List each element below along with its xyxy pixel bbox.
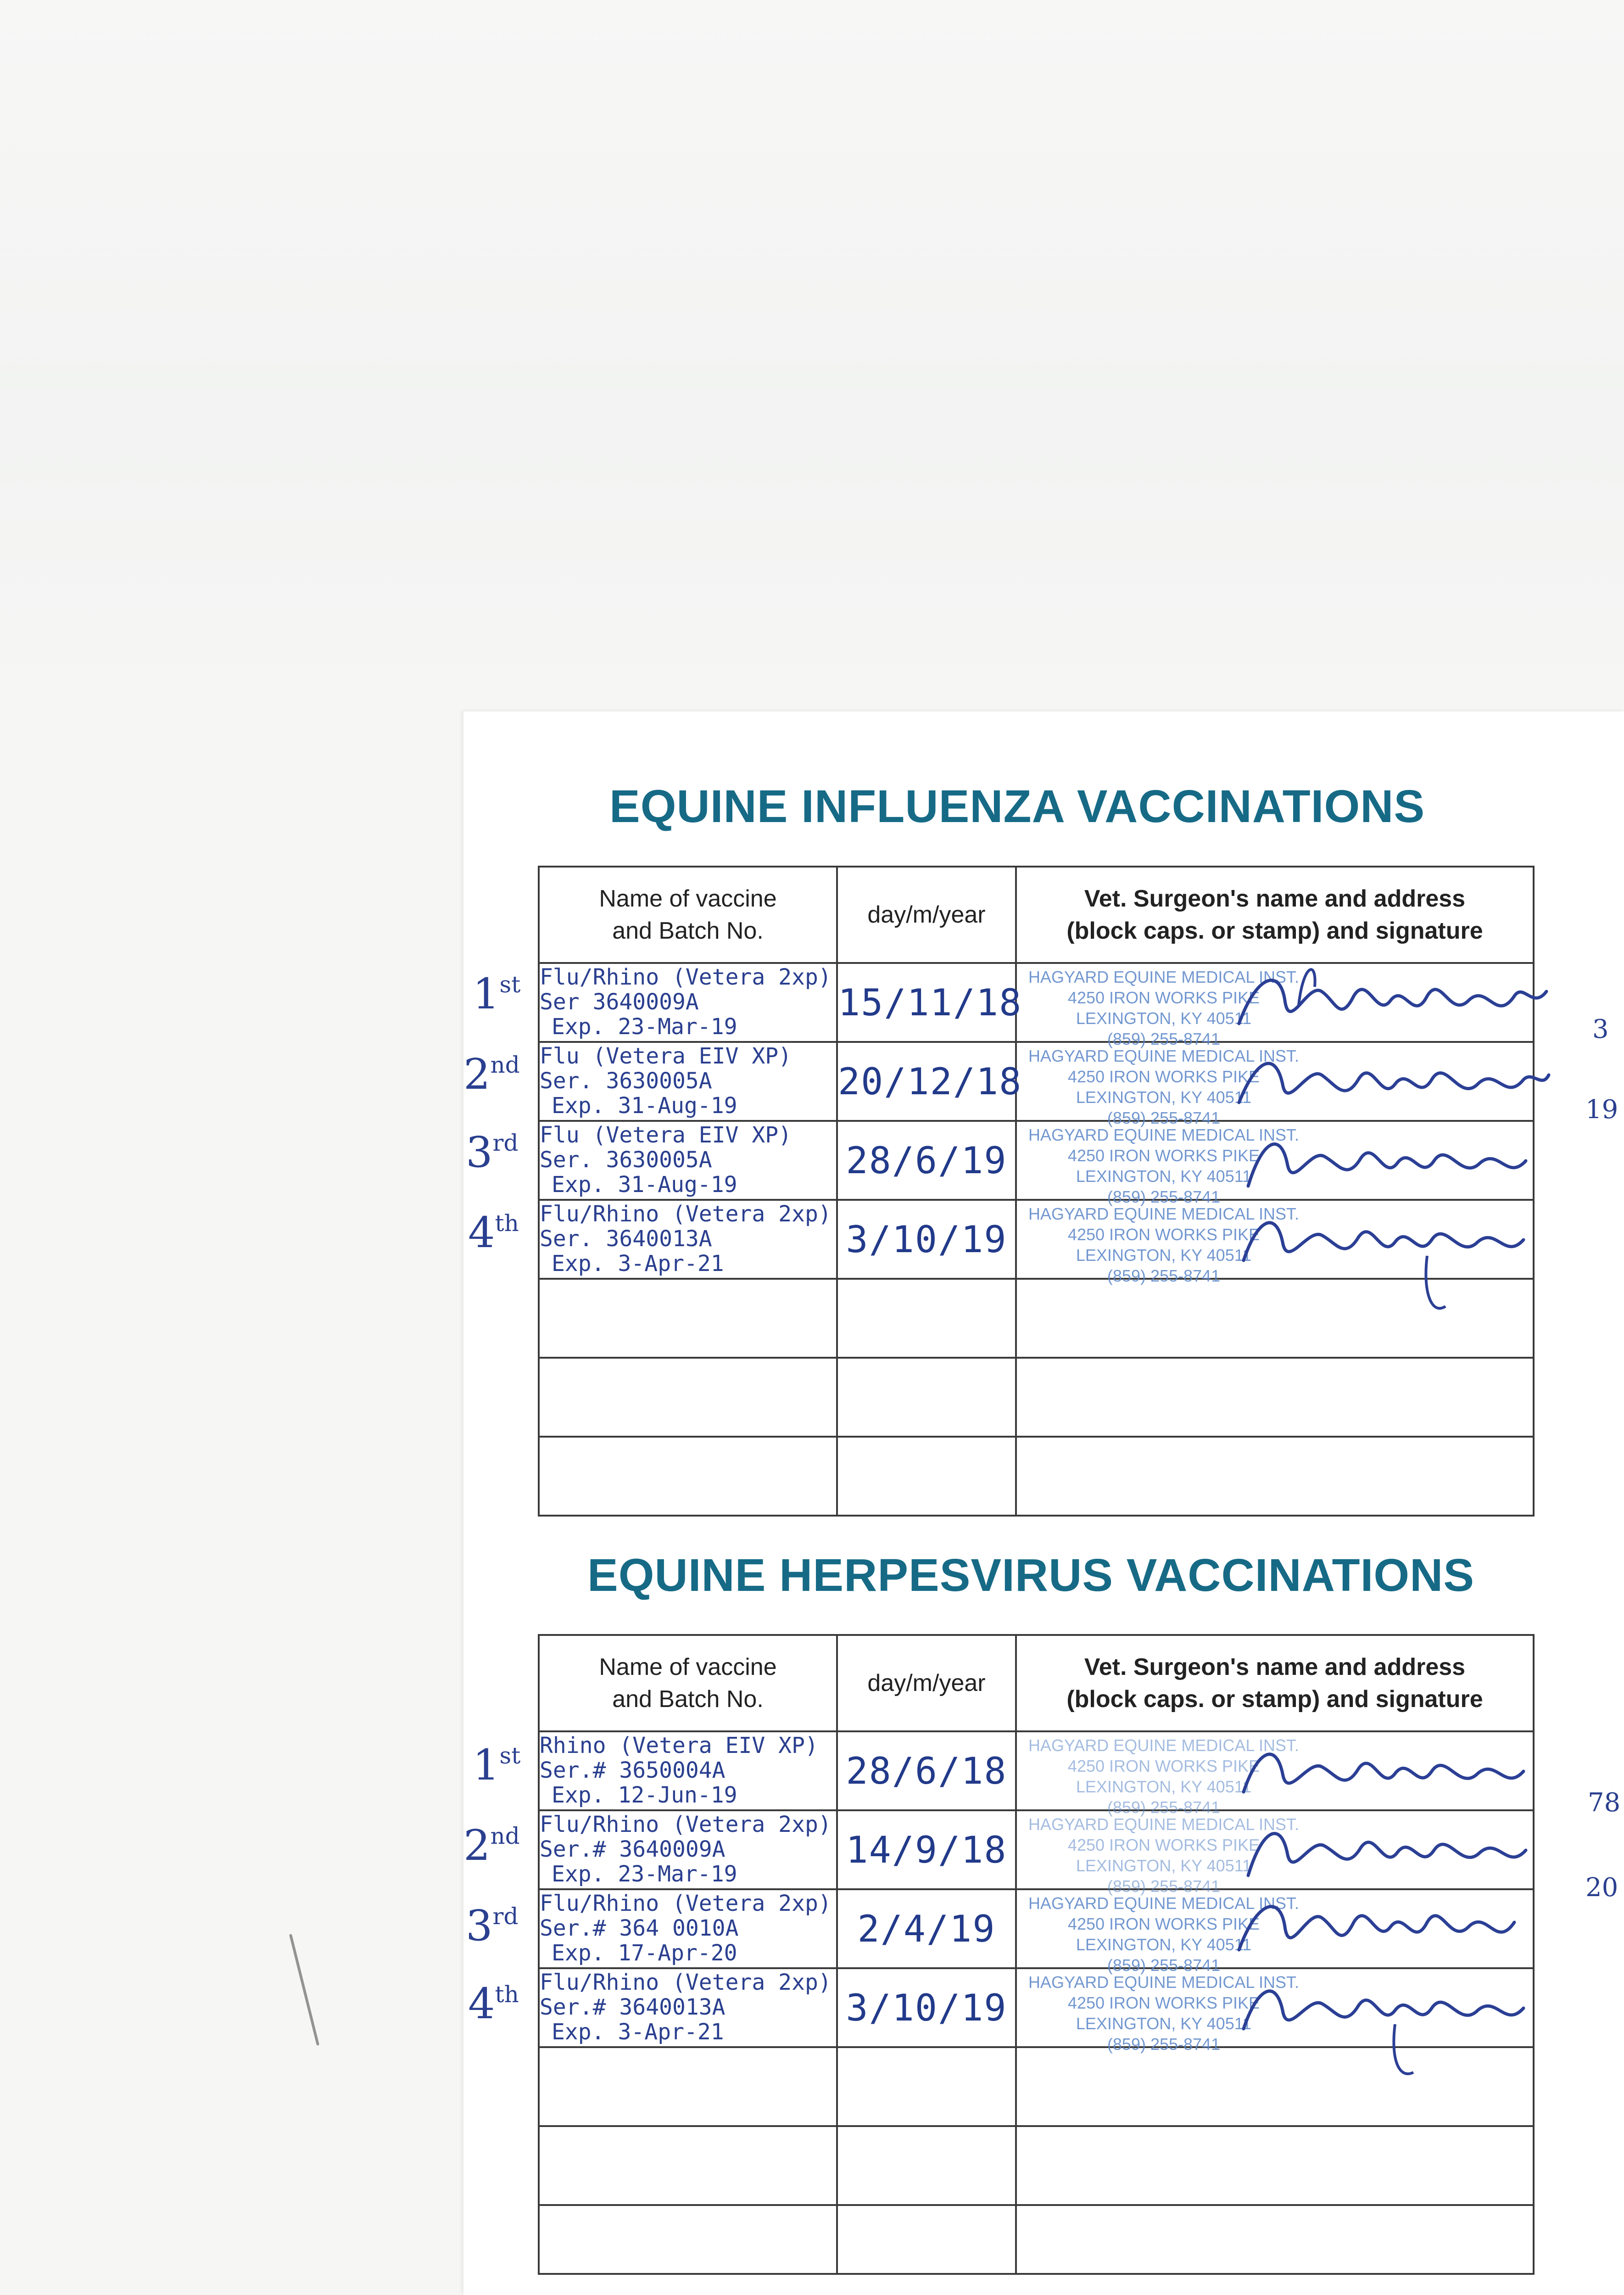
- ordinal-number: 2: [463, 1050, 491, 1099]
- batch-serial: Ser.# 364 0010A: [540, 1915, 739, 1942]
- ordinal-number: 1: [473, 1741, 500, 1790]
- stamp-line: (859) 255-8741: [1107, 1798, 1221, 1817]
- vaccination-date-cell: 28/6/18: [837, 1731, 1016, 1810]
- ordinal-suffix: nd: [490, 1052, 520, 1078]
- vaccine-cell: [539, 1042, 837, 1121]
- empty-cell: [1016, 1279, 1534, 1358]
- stamp-line: (859) 255-8741: [1107, 1956, 1221, 1975]
- date-column-header: day/m/year: [837, 867, 1016, 963]
- vet-cell: [1016, 1889, 1534, 1975]
- expiry-date: Exp. 3-Apr-21: [552, 2019, 724, 2045]
- margin-note: 19: [1585, 1095, 1618, 1125]
- stamp-line: 4250 IRON WORKS PIKE: [1067, 1757, 1260, 1775]
- stamp-line: HAGYARD EQUINE MEDICAL INST.: [1028, 1894, 1300, 1913]
- ordinal-number: 2: [463, 1821, 491, 1870]
- empty-cell: [837, 2205, 1016, 2274]
- header-line: and Batch No.: [612, 1686, 764, 1713]
- stamp-line: 4250 IRON WORKS PIKE: [1067, 1914, 1260, 1933]
- batch-serial: Ser. 3630005A: [540, 1147, 712, 1173]
- header-line: and Batch No.: [612, 918, 764, 944]
- table-header-row: [539, 1635, 1534, 1731]
- batch-serial: Ser.# 3650004A: [540, 1758, 725, 1784]
- dose-ordinal: [466, 1901, 519, 1950]
- empty-cell: [539, 1358, 837, 1437]
- expiry-date: Exp. 23-Mar-19: [552, 1013, 737, 1040]
- empty-table-row: [539, 1437, 1534, 1516]
- empty-cell: [1016, 2205, 1534, 2274]
- empty-cell: [539, 2205, 837, 2274]
- vet-column-header: [1016, 1635, 1534, 1731]
- vaccine-cell: [539, 1121, 837, 1200]
- table-row: [539, 1731, 1534, 1810]
- empty-cell: [1016, 1437, 1534, 1516]
- margin-note: 78: [1588, 1788, 1621, 1818]
- batch-serial: Ser.# 3640013A: [540, 1994, 725, 2021]
- stamp-line: (859) 255-8741: [1107, 1877, 1221, 1896]
- stamp-line: HAGYARD EQUINE MEDICAL INST.: [1028, 1125, 1300, 1144]
- empty-cell: [837, 2047, 1016, 2126]
- ordinal-suffix: st: [499, 1742, 521, 1769]
- dose-ordinal: [468, 1979, 519, 2028]
- stamp-line: 4250 IRON WORKS PIKE: [1067, 1146, 1260, 1165]
- stamp-line: LEXINGTON, KY 40511: [1076, 1777, 1252, 1796]
- herpesvirus-section-title: EQUINE HERPESVIRUS VACCINATIONS: [587, 1550, 1475, 1601]
- vaccine-name: Flu/Rhino (Vetera 2xp): [540, 1201, 832, 1227]
- ordinal-number: 3: [466, 1901, 493, 1950]
- table-row: [539, 1810, 1534, 1889]
- ordinal-suffix: rd: [492, 1130, 519, 1156]
- empty-table-row: [539, 1358, 1534, 1437]
- vaccine-name: Flu/Rhino (Vetera 2xp): [540, 1891, 832, 1917]
- ordinal-number: 4: [468, 1979, 495, 2028]
- empty-cell: [539, 2126, 837, 2205]
- vet-signature: [1230, 1802, 1551, 1894]
- vet-cell: [1016, 1810, 1534, 1896]
- stamp-line: LEXINGTON, KY 40511: [1076, 1167, 1252, 1186]
- stamp-line: LEXINGTON, KY 40511: [1076, 1246, 1252, 1265]
- empty-cell: [1016, 2047, 1534, 2126]
- vaccine-name: Flu/Rhino (Vetera 2xp): [540, 1970, 832, 1996]
- vet-signature: [1230, 1192, 1551, 1283]
- vaccination-date-cell: 28/6/19: [837, 1121, 1016, 1200]
- ordinal-number: 1: [473, 969, 500, 1019]
- dose-ordinal: [463, 1050, 520, 1099]
- vaccine-name: Flu (Vetera EIV XP): [540, 1122, 792, 1148]
- batch-serial: Ser 3640009A: [540, 989, 699, 1015]
- vet-cell: [1016, 1042, 1534, 1127]
- vaccine-name: Rhino (Vetera EIV XP): [540, 1733, 818, 1759]
- margin-note: 20: [1585, 1873, 1618, 1903]
- dose-ordinal: [468, 1208, 519, 1257]
- stamp-line: (859) 255-8741: [1107, 2035, 1221, 2054]
- vet-signature: [1230, 1881, 1551, 1973]
- ordinal-suffix: th: [495, 1981, 519, 2008]
- empty-table-row: [539, 2205, 1534, 2274]
- stamp-line: LEXINGTON, KY 40511: [1076, 2014, 1252, 2033]
- vaccine-cell: [539, 1200, 837, 1279]
- header-line: Vet. Surgeon's name and address: [1084, 1653, 1466, 1680]
- dose-ordinal: [473, 969, 521, 1019]
- stamp-line: HAGYARD EQUINE MEDICAL INST.: [1028, 1047, 1300, 1065]
- empty-cell: [1016, 2126, 1534, 2205]
- empty-cell: [837, 1437, 1016, 1516]
- table-row: [539, 1042, 1534, 1121]
- expiry-date: Exp. 17-Apr-20: [552, 1940, 737, 1966]
- header-line: (block caps. or stamp) and signature: [1066, 918, 1483, 944]
- vaccine-name: Flu/Rhino (Vetera 2xp): [540, 1812, 832, 1838]
- influenza-vaccination-table: [538, 866, 1535, 1517]
- stamp-line: HAGYARD EQUINE MEDICAL INST.: [1028, 1815, 1300, 1834]
- header-line: Name of vaccine: [599, 1653, 777, 1680]
- vaccination-date-cell: 2/4/19: [837, 1889, 1016, 1968]
- vet-cell: [1016, 1121, 1534, 1206]
- vet-cell: [1016, 963, 1534, 1048]
- header-line: Vet. Surgeon's name and address: [1084, 885, 1466, 912]
- dose-ordinal: [473, 1741, 521, 1790]
- stamp-line: (859) 255-8741: [1107, 1187, 1221, 1206]
- vaccine-column-header: [539, 867, 837, 963]
- stamp-line: 4250 IRON WORKS PIKE: [1067, 1836, 1260, 1854]
- stamp-line: HAGYARD EQUINE MEDICAL INST.: [1028, 968, 1300, 986]
- stamp-line: 4250 IRON WORKS PIKE: [1067, 988, 1260, 1007]
- batch-serial: Ser. 3640013A: [540, 1226, 712, 1252]
- stamp-line: LEXINGTON, KY 40511: [1076, 1856, 1252, 1875]
- empty-cell: [1016, 1358, 1534, 1437]
- vet-column-header: [1016, 867, 1534, 963]
- vaccine-cell: [539, 1889, 837, 1968]
- header-line: Name of vaccine: [599, 885, 777, 912]
- ordinal-number: 3: [466, 1128, 493, 1177]
- vaccination-date-cell: 20/12/18: [837, 1042, 1016, 1121]
- vet-cell: [1016, 1968, 1534, 2054]
- stamp-line: LEXINGTON, KY 40511: [1076, 1009, 1252, 1028]
- empty-cell: [539, 2047, 837, 2126]
- table-row: [539, 963, 1534, 1042]
- ordinal-suffix: rd: [492, 1903, 519, 1930]
- expiry-date: Exp. 31-Aug-19: [552, 1092, 737, 1119]
- ordinal-number: 4: [468, 1208, 495, 1257]
- expiry-date: Exp. 12-Jun-19: [552, 1782, 737, 1808]
- batch-serial: Ser. 3630005A: [540, 1068, 712, 1094]
- vaccine-cell: [539, 1810, 837, 1889]
- batch-serial: Ser.# 3640009A: [540, 1836, 725, 1863]
- vet-cell: [1016, 1200, 1534, 1285]
- stamp-line: 4250 IRON WORKS PIKE: [1067, 1993, 1260, 2012]
- table-row: [539, 1121, 1534, 1200]
- empty-cell: [837, 1358, 1016, 1437]
- empty-cell: [837, 2126, 1016, 2205]
- stamp-line: 4250 IRON WORKS PIKE: [1067, 1067, 1260, 1086]
- influenza-section-title: EQUINE INFLUENZA VACCINATIONS: [609, 781, 1425, 832]
- vet-cell: [1016, 1731, 1534, 1817]
- table-row: [539, 1200, 1534, 1279]
- stamp-line: LEXINGTON, KY 40511: [1076, 1088, 1252, 1107]
- stamp-line: HAGYARD EQUINE MEDICAL INST.: [1028, 1736, 1300, 1755]
- margin-note: 3: [1592, 1014, 1609, 1044]
- table-row: [539, 1968, 1534, 2047]
- expiry-date: Exp. 23-Mar-19: [552, 1861, 737, 1887]
- date-column-header: day/m/year: [837, 1635, 1016, 1731]
- vaccine-column-header: [539, 1635, 837, 1731]
- vet-signature: [1230, 1960, 1551, 2052]
- table-row: [539, 1889, 1534, 1968]
- stamp-line: 4250 IRON WORKS PIKE: [1067, 1225, 1260, 1244]
- empty-table-row: [539, 1279, 1534, 1358]
- vaccine-name: Flu (Vetera EIV XP): [540, 1043, 792, 1069]
- stamp-line: (859) 255-8741: [1107, 1030, 1221, 1048]
- empty-table-row: [539, 2126, 1534, 2205]
- dose-ordinal: [466, 1128, 519, 1177]
- expiry-date: Exp. 3-Apr-21: [552, 1250, 724, 1276]
- vaccine-cell: [539, 963, 837, 1042]
- scan-margin-left: [0, 711, 463, 2295]
- stamp-line: HAGYARD EQUINE MEDICAL INST.: [1028, 1973, 1300, 1992]
- ordinal-suffix: st: [499, 971, 521, 998]
- vaccine-name: Flu/Rhino (Vetera 2xp): [540, 964, 832, 991]
- expiry-date: Exp. 31-Aug-19: [552, 1171, 737, 1198]
- dose-ordinal: [463, 1821, 520, 1870]
- empty-cell: [837, 1279, 1016, 1358]
- vet-signature: [1230, 955, 1551, 1047]
- vet-signature: [1230, 1723, 1551, 1815]
- vaccination-date-cell: 3/10/19: [837, 1200, 1016, 1279]
- stamp-line: LEXINGTON, KY 40511: [1076, 1935, 1252, 1954]
- vet-signature: [1230, 1034, 1551, 1125]
- stamp-line: (859) 255-8741: [1107, 1266, 1221, 1285]
- stamp-line: HAGYARD EQUINE MEDICAL INST.: [1028, 1204, 1300, 1223]
- vaccination-date-cell: 15/11/18: [837, 963, 1016, 1042]
- header-line: (block caps. or stamp) and signature: [1066, 1686, 1483, 1713]
- scan-background-band: [0, 0, 1624, 711]
- vaccination-date-cell: 14/9/18: [837, 1810, 1016, 1889]
- empty-cell: [539, 1279, 837, 1358]
- vaccination-date-cell: 3/10/19: [837, 1968, 1016, 2047]
- empty-table-row: [539, 2047, 1534, 2126]
- table-header-row: [539, 867, 1534, 963]
- vaccine-cell: [539, 1968, 837, 2047]
- vaccine-cell: [539, 1731, 837, 1810]
- herpesvirus-vaccination-table: [538, 1634, 1535, 2275]
- vet-signature: [1230, 1113, 1551, 1204]
- empty-cell: [539, 1437, 837, 1516]
- stamp-line: (859) 255-8741: [1107, 1108, 1221, 1127]
- ordinal-suffix: th: [495, 1210, 519, 1237]
- ordinal-suffix: nd: [490, 1823, 520, 1849]
